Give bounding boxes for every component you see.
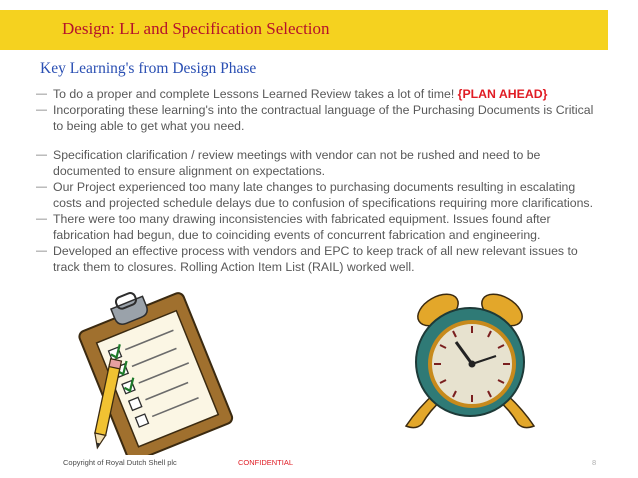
bullet-item <box>36 243 596 275</box>
bullet-list <box>36 86 596 275</box>
bullet-dash: — <box>36 104 47 116</box>
plan-ahead-highlight: {PLAN AHEAD} <box>457 87 548 101</box>
page-number: 8 <box>592 458 597 467</box>
bullet-dash: — <box>36 213 47 225</box>
bullet-dash: — <box>36 88 47 100</box>
footer-copyright: Copyright of Royal Dutch Shell plc <box>63 458 177 467</box>
bullet-dash: — <box>36 149 47 161</box>
bullet-item <box>36 211 596 243</box>
bullet-text: There were too many drawing inconsistencies with fabricated equipment. Issues found after fabrication had begun, due to coinciding events of concurrent fabrication and engineering. <box>53 212 551 242</box>
clipboard-checklist-icon <box>55 285 255 455</box>
title-bar <box>0 10 608 50</box>
bullet-dash: — <box>36 181 47 193</box>
bullet-text: Specification clarification / review meetings with vendor can not be rushed and need to be documented to ensure alignment on expectations. <box>53 148 541 178</box>
bullet-dash: — <box>36 245 47 257</box>
bullet-text: Developed an effective process with vendors and EPC to keep track of all new relevant issues to track them to closures. Rolling Action Item List (RAIL) worked well. <box>53 244 578 274</box>
footer-confidential: CONFIDENTIAL <box>238 458 294 467</box>
bullet-item <box>36 86 596 102</box>
slide-subtitle: Key Learning's from Design Phase <box>40 60 257 77</box>
bullet-text: To do a proper and complete Lessons Learned Review takes a lot of time! <box>53 87 458 101</box>
bullet-item <box>36 102 596 134</box>
bullet-item <box>36 179 596 211</box>
alarm-clock-icon <box>400 288 540 438</box>
bullet-item <box>36 147 596 179</box>
bullet-text: Incorporating these learning's into the contractual language of the Purchasing Documents is Critical to being able to get what you need. <box>53 103 594 133</box>
slide-title: Design: LL and Specification Selection <box>62 19 330 38</box>
bullet-text: Our Project experienced too many late changes to purchasing documents resulting in escalating costs and projected schedule delays due to confusion of specifications requiring more clarifications. <box>53 180 593 210</box>
